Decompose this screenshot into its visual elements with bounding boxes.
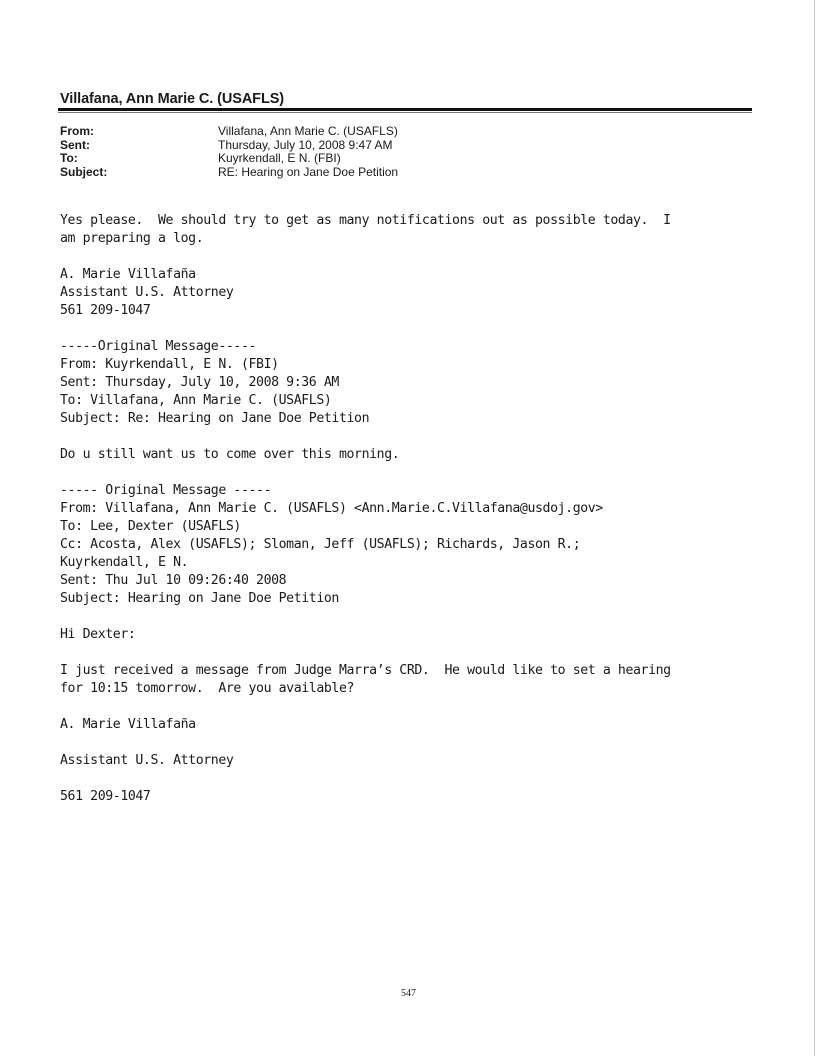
header-row-sent (60, 139, 398, 153)
header-label-sent: Sent: (60, 137, 90, 152)
body-line: Cc: Acosta, Alex (USAFLS); Sloman, Jeff (USAFLS); Richards, Jason R.; (60, 537, 581, 552)
body-line: Sent: Thursday, July 10, 2008 9:36 AM (60, 375, 339, 390)
body-line: Assistant U.S. Attorney (60, 753, 234, 768)
body-line: ----- Original Message ----- (60, 483, 272, 498)
body-line: Hi Dexter: (60, 627, 136, 642)
email-header (60, 125, 398, 179)
page-edge-line (814, 0, 815, 1056)
body-line: From: Villafana, Ann Marie C. (USAFLS) <Ann.Marie.C.Villafana@usdoj.gov> (60, 501, 603, 516)
body-line: Yes please. We should try to get as many notifications out as possible today. I (60, 213, 671, 228)
header-row-subject (60, 166, 398, 180)
page-number: 547 (401, 988, 416, 999)
header-value-from: Villafana, Ann Marie C. (USAFLS) (218, 124, 398, 138)
body-blank-line (60, 248, 780, 266)
body-line: To: Villafana, Ann Marie C. (USAFLS) (60, 393, 332, 408)
body-blank-line (60, 770, 780, 788)
body-line: To: Lee, Dexter (USAFLS) (60, 519, 241, 534)
body-line: 561 209-1047 (60, 789, 151, 804)
body-line: A. Marie Villafaña (60, 717, 196, 732)
body-line: Assistant U.S. Attorney (60, 285, 234, 300)
body-line: I just received a message from Judge Marra’s CRD. He would like to set a hearing (60, 663, 671, 678)
header-value-subject: RE: Hearing on Jane Doe Petition (218, 164, 399, 179)
body-line: for 10:15 tomorrow. Are you available? (60, 681, 355, 696)
body-line: -----Original Message----- (60, 339, 257, 354)
body-blank-line (60, 320, 780, 338)
body-line: Kuyrkendall, E N. (60, 555, 189, 570)
header-row-to (60, 152, 398, 166)
header-label-subject: Subject: (60, 164, 108, 179)
title-rule-thick (58, 108, 752, 111)
body-line: 561 209-1047 (60, 303, 151, 318)
body-line: Subject: Re: Hearing on Jane Doe Petition (60, 411, 370, 426)
body-line: A. Marie Villafaña (60, 267, 196, 282)
body-blank-line (60, 608, 780, 626)
body-line: am preparing a log. (60, 231, 204, 246)
header-label-to: To: (60, 151, 78, 165)
body-line: Do u still want us to come over this morning. (60, 447, 400, 462)
body-line: Sent: Thu Jul 10 09:26:40 2008 (60, 573, 287, 588)
body-blank-line (60, 734, 780, 752)
document-title: Villafana, Ann Marie C. (USAFLS) (60, 91, 284, 107)
body-line: Subject: Hearing on Jane Doe Petition (60, 591, 339, 606)
title-rule-thin (58, 112, 752, 113)
header-row-from (60, 125, 398, 139)
header-value-to: Kuyrkendall, E N. (FBI) (218, 151, 341, 165)
body-line: From: Kuyrkendall, E N. (FBI) (60, 357, 279, 372)
body-blank-line (60, 464, 780, 482)
body-blank-line (60, 698, 780, 716)
email-body (60, 212, 780, 806)
header-value-sent: Thursday, July 10, 2008 9:47 AM (218, 137, 393, 152)
header-label-from: From: (60, 124, 94, 138)
body-blank-line (60, 644, 780, 662)
body-blank-line (60, 428, 780, 446)
